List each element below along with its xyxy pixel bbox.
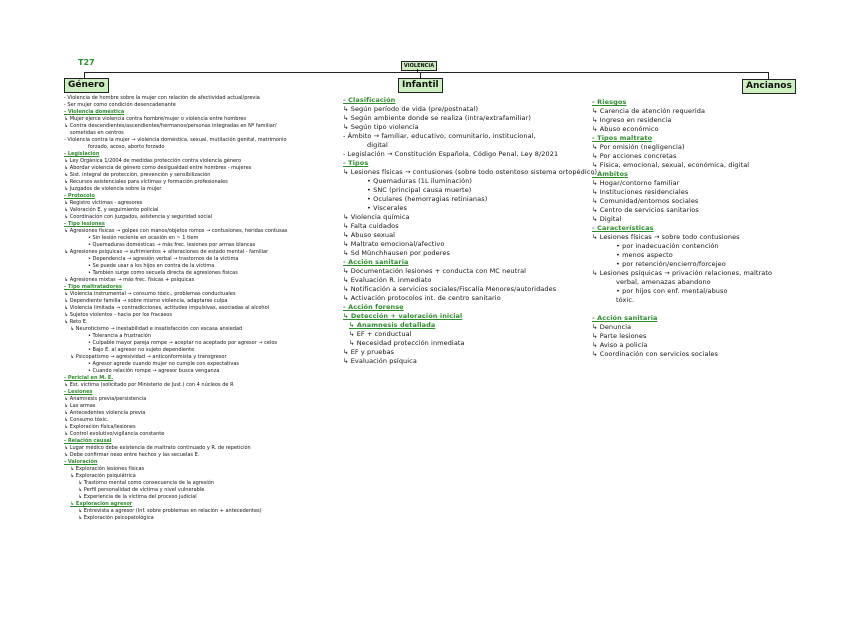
genero-note-line: ↳ Antecedentes violencia previa xyxy=(64,410,146,416)
ancianos-note-line: ↳ Centro de servicios sanitarios xyxy=(592,206,699,214)
genero-note-line: ↳ Control evolutivo/vigilancia constante xyxy=(64,431,165,437)
ancianos-note-line: ↳ Física, emocional, sexual, económica, digital xyxy=(592,161,750,169)
genero-note-line: ↳ Las armas xyxy=(64,403,96,409)
genero-note-line: ↳ Exploración psiquiátrica xyxy=(70,473,136,479)
ancianos-note-line: • por hijos con enf. mental/abuso xyxy=(616,287,728,295)
genero-note-line: ↳ Agresiones mixtas → más frec. físicas + psíquicas xyxy=(64,277,195,283)
infantil-note-line: ↳ Según tipo violencia xyxy=(343,123,419,131)
ancianos-note-line: ↳ Digital xyxy=(592,215,622,223)
infantil-note-line: ↳ Falta cuidados xyxy=(343,222,399,230)
genero-note-line: ↳ Debe confirmar nexo entre hechos y las secuelas E. xyxy=(64,452,200,458)
infantil-note-line: ↳ Sd Münchhausen por poderes xyxy=(343,249,450,257)
infantil-note-line: - Clasificación xyxy=(343,96,396,104)
branch-genero: Género xyxy=(64,78,109,93)
genero-note-line: ↳ Experiencia de la víctima del proceso judicial xyxy=(78,494,197,500)
ancianos-note-line: tóxic. xyxy=(616,296,635,304)
infantil-note-line: ↳ Según ambiente donde se realiza (intra/extrafamiliar) xyxy=(343,114,532,122)
ancianos-note-line: ↳ Por omisión (negligencia) xyxy=(592,143,685,151)
infantil-note-line: ↳ Activación protocolos int. de centro sanitario xyxy=(343,294,501,302)
genero-note-line: - Violencia contra la mujer → violencia doméstica, sexual, mutilación genital, matrimonio xyxy=(64,137,287,143)
branch-ancianos: Ancianos xyxy=(742,79,796,94)
genero-note-line: ↳ Juzgados de violencia sobre la mujer xyxy=(64,186,162,192)
ancianos-note-line: ↳ Comunidad/entornos sociales xyxy=(592,197,699,205)
genero-note-line: ↳ Perfil personalidad de víctima y nivel vulnerable xyxy=(78,487,205,493)
genero-note-line: - Tipo lesiones xyxy=(64,221,105,227)
genero-note-line: ↳ Violencia instrumental → consumo tóxic., problemas conductuales xyxy=(64,291,236,297)
genero-note-line: ↳ Sujetos violentos - hacia por los fracasos xyxy=(64,312,172,318)
genero-note-line: sometidas en centros xyxy=(70,130,124,136)
ancianos-note-line: ↳ Coordinación con servicios sociales xyxy=(592,350,719,358)
genero-note-line: ↳ Recursos asistenciales para víctimas y formación profesionales xyxy=(64,179,228,185)
infantil-note-line: ↳ Anamnesis detallada xyxy=(349,321,436,329)
genero-note-line: • También surge como secuela directa de agresiones físicas xyxy=(88,270,238,276)
genero-note-line: - Valoración xyxy=(64,459,98,465)
genero-note-line: • Agresor agrede cuando mujer no cumple con expectativas xyxy=(88,361,240,367)
connector-center xyxy=(417,69,418,73)
infantil-note-line: ↳ Evaluación R. inmediato xyxy=(343,276,432,284)
infantil-note-line: ↳ Detección + valoración inicial xyxy=(343,312,463,320)
genero-note-line: ↳ Entrevista a agresor (Inf. sobre problemas en relación + antecedentes) xyxy=(78,508,262,514)
ancianos-note-line: ↳ Instituciones residenciales xyxy=(592,188,689,196)
genero-note-line: ↳ Valoración E. y seguimiento policial xyxy=(64,207,159,213)
infantil-note-line: • Oculares (hemorragias retinianas) xyxy=(367,195,488,203)
map-title: VIOLENCIA xyxy=(401,61,437,71)
genero-note-line: • Culpable mayor pareja rompe → aceptar no aceptado por agresor → celos xyxy=(88,340,278,346)
infantil-note-line: ↳ Notificación a servicios sociales/Fiscalía Menores/autoridades xyxy=(343,285,557,293)
genero-note-line: • Sin lesión reciente en ocasión en ~ 1 tiem xyxy=(88,235,199,241)
ancianos-note-line: ↳ Ingreso en residencia xyxy=(592,116,672,124)
genero-note-line: • Dependencia → agresión verbal → trastornos de la víctima xyxy=(88,256,239,262)
genero-note-line: - Ser mujer como condición desencadenante xyxy=(64,102,176,108)
genero-note-line: ↳ Exploración agresor xyxy=(70,501,133,507)
genero-note-line: • Bajo E. al agresor no sujeto dependiente xyxy=(88,347,195,353)
genero-note-line: ↳ Agresiones físicas → golpes con manos/objetos romos → contusiones, heridas contusas xyxy=(64,228,288,234)
infantil-note-line: • Quemaduras (1L iluminación) xyxy=(367,177,473,185)
ancianos-note-line: ↳ Denuncia xyxy=(592,323,632,331)
ancianos-note-line: • por inadecuación contención xyxy=(616,242,719,250)
ancianos-note-line: verbal, amenazas abandono xyxy=(616,278,711,286)
genero-note-line: • Cuando relación rompe → agresor busca venganza xyxy=(88,368,220,374)
genero-note-line: ↳ Neuroticismo → inestabilidad e insatisfacción con escasa ansiedad xyxy=(70,326,243,332)
infantil-notes xyxy=(343,96,598,366)
genero-note-line: ↳ Ley Orgánica 1/2004 de medidas protección contra violencia género xyxy=(64,158,242,164)
genero-note-line: ↳ Exploración física/lesiones xyxy=(64,424,136,430)
infantil-note-line: ↳ Documentación lesiones + conducta con MC neutral xyxy=(343,267,527,275)
infantil-note-line: • SNC (principal causa muerte) xyxy=(367,186,472,194)
ancianos-note-line: - Acción sanitaria xyxy=(592,314,658,322)
genero-note-line: ↳ Violencia limitada → contradicciones, actitudes impulsivas, asociadas al alcohol xyxy=(64,305,270,311)
infantil-note-line: ↳ Necesidad protección inmediata xyxy=(349,339,465,347)
genero-note-line: ↳ Dependiente familia → sobre mismo violencia, adaptarse culpa xyxy=(64,298,228,304)
genero-note-line: ↳ Psicopatismo → agresividad → anticonformista y transgresor xyxy=(70,354,227,360)
genero-note-line: - Legislación xyxy=(64,151,100,157)
genero-note-line: - Violencia doméstica xyxy=(64,109,125,115)
genero-note-line: • Tolerancia a frustración xyxy=(88,333,152,339)
ancianos-note-line: ↳ Lesiones físicas → sobre todo contusiones xyxy=(592,233,740,241)
ancianos-note-line: • por retención/encierro/forcejeo xyxy=(616,260,726,268)
genero-note-line: - Violencia de hombre sobre la mujer con relación de afectividad actual/previa xyxy=(64,95,260,101)
infantil-note-line: ↳ Maltrato emocional/afectivo xyxy=(343,240,445,248)
ancianos-note-line: ↳ Lesiones psíquicas → privación relaciones, maltrato xyxy=(592,269,773,277)
infantil-note-line: digital xyxy=(367,141,388,149)
genero-note-line: • Se puede usar a los hijos en contra de la víctima xyxy=(88,263,215,269)
genero-note-line: ↳ Coordinación con juzgados, asistencia y seguridad social xyxy=(64,214,213,220)
infantil-note-line: ↳ Evaluación psíquica xyxy=(343,357,417,365)
genero-note-line: ↳ Lugar médico debe existencia de maltrato continuado y R. de repetición xyxy=(64,445,251,451)
ancianos-note-line: ↳ Hogar/contorno familiar xyxy=(592,179,680,187)
genero-note-line: forzado, acoso, aborto forzado xyxy=(88,144,165,150)
genero-note-line: ↳ Mujer ejerce violencia contra hombre/mujer o violencia entre hombres xyxy=(64,116,247,122)
genero-note-line: ↳ Est. víctima (solicitado por Ministerio de Just.) con 4 núcleos de R xyxy=(64,382,234,388)
infantil-note-line: - Acción sanitaria xyxy=(343,258,409,266)
corner-tag: T27 xyxy=(78,58,95,67)
genero-note-line: ↳ Abordar violencia de género como desigualdad entre hombres - mujeres xyxy=(64,165,252,171)
infantil-note-line: ↳ Según período de vida (pre/postnatal) xyxy=(343,105,479,113)
ancianos-note-line: - Características xyxy=(592,224,654,232)
connector-right xyxy=(768,72,769,79)
genero-note-line: ↳ Contra descendientes/ascendientes/hermanos/personas integradas en Nº familiar/ xyxy=(64,123,277,129)
infantil-note-line: - Acción forense xyxy=(343,303,404,311)
ancianos-note-line: - Riesgos xyxy=(592,98,627,106)
infantil-note-line: • Viscerales xyxy=(367,204,408,212)
genero-note-line: - Pericial en M. E. xyxy=(64,375,114,381)
genero-note-line: - Tipo maltratadores xyxy=(64,284,122,290)
genero-note-line: - Relación causal xyxy=(64,438,112,444)
ancianos-note-line: ↳ Parte lesiones xyxy=(592,332,647,340)
ancianos-note-line: ↳ Por acciones concretas xyxy=(592,152,677,160)
infantil-note-line: - Tipos xyxy=(343,159,369,167)
infantil-note-line: - Legislación → Constitución Española, Código Penal, Ley 8/2021 xyxy=(343,150,559,158)
genero-note-line: ↳ Exploración lesiones físicas xyxy=(70,466,145,472)
ancianos-note-line: ↳ Aviso a policía xyxy=(592,341,648,349)
genero-note-line: ↳ Exploración psicopatológica xyxy=(78,515,154,521)
infantil-note-line: - Ámbito → familiar, educativo, comunitario, institucional, xyxy=(343,132,536,140)
ancianos-notes xyxy=(592,98,792,359)
genero-note-line: ↳ Anamnesis previa/persistencia xyxy=(64,396,147,402)
genero-note-line: ↳ Consumo tóxic. xyxy=(64,417,109,423)
ancianos-note-line: - Ámbitos xyxy=(592,170,628,178)
genero-note-line: ↳ Sist. integral de protección, prevención y sensibilización xyxy=(64,172,211,178)
genero-note-line: • Quemaduras domésticas → más frec. lesiones por armas blancas xyxy=(88,242,256,248)
genero-note-line: ↳ Trastorno mental como consecuencia de la agresión xyxy=(78,480,215,486)
ancianos-note-line: - Tipos maltrato xyxy=(592,134,653,142)
genero-note-line: ↳ Reto E. xyxy=(64,319,88,325)
ancianos-note-line: • menos aspecto xyxy=(616,251,673,259)
genero-note-line: - Protocolo xyxy=(64,193,95,199)
infantil-note-line: ↳ EF y pruebas xyxy=(343,348,395,356)
genero-notes xyxy=(64,95,339,522)
genero-note-line: ↳ Agresiones psíquicas → sufrimientos + alteraciones de estado mental - familiar xyxy=(64,249,269,255)
genero-note-line: - Lesiones xyxy=(64,389,93,395)
infantil-note-line: ↳ Lesiones físicas → contusiones (sobre todo ostentoso sistema ortopédico) xyxy=(343,168,598,176)
ancianos-note-line xyxy=(592,305,792,314)
branch-infantil: Infantil xyxy=(398,78,443,93)
ancianos-note-line: ↳ Abuso económico xyxy=(592,125,659,133)
connector-horizontal xyxy=(84,72,768,73)
infantil-note-line: ↳ Violencia química xyxy=(343,213,410,221)
infantil-note-line: ↳ EF + conductual xyxy=(349,330,412,338)
infantil-note-line: ↳ Abuso sexual xyxy=(343,231,396,239)
ancianos-note-line: ↳ Carencia de atención requerida xyxy=(592,107,706,115)
genero-note-line: ↳ Registro víctimas - agresores xyxy=(64,200,143,206)
